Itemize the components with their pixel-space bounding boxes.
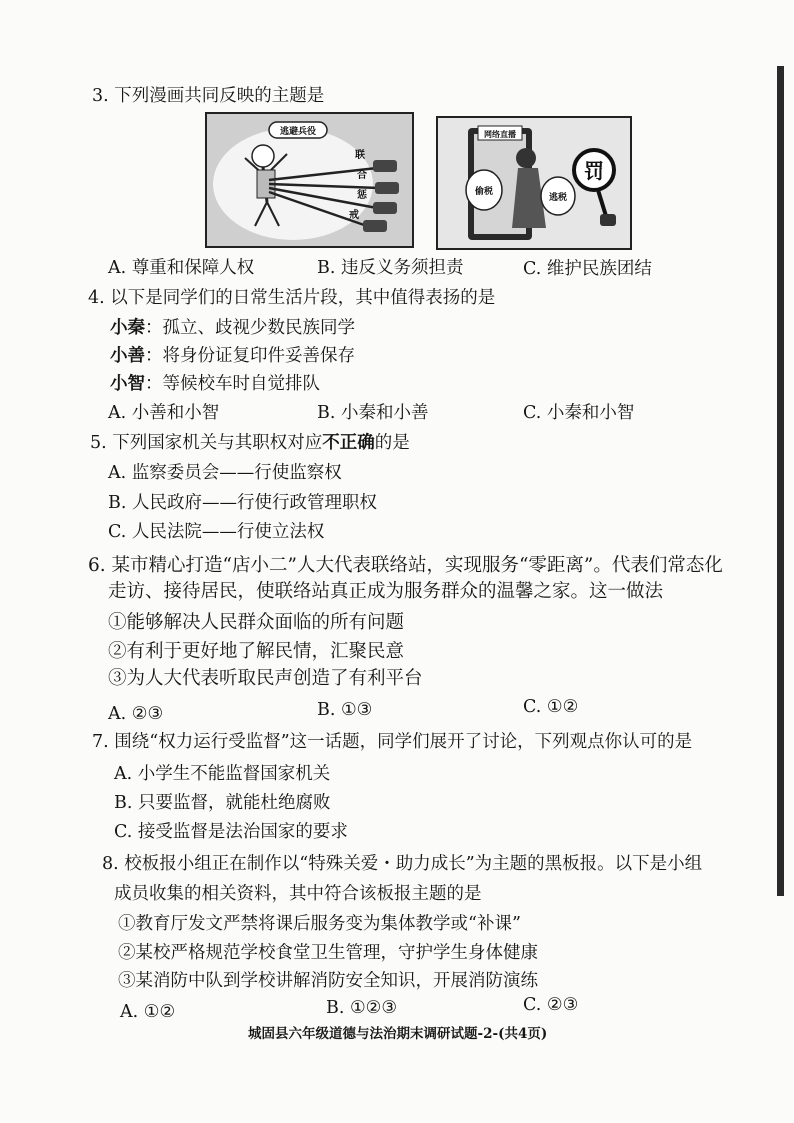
q4-option-c[interactable]: C. 小秦和小智 (523, 403, 635, 423)
q7-option-b[interactable]: B. 只要监督，就能杜绝腐败 (114, 793, 331, 813)
q4-item-3-name: 小智 (110, 374, 145, 394)
cartoon-draft-evasion-drawing (207, 114, 412, 246)
q5-option-c[interactable]: C. 人民法院——行使立法权 (108, 522, 325, 542)
q6-option-c[interactable]: C. ①② (523, 697, 579, 717)
cartoon1-label-4: 戒 (349, 210, 359, 221)
cartoon2-banner-label: 网络直播 (484, 129, 516, 139)
q6-item-1: ①能够解决人民群众面临的所有问题 (108, 612, 405, 633)
cartoon1-label-2: 合 (357, 170, 367, 181)
cartoon2-penalty-label: 罚 (584, 159, 604, 183)
q8-option-b[interactable]: B. ①②③ (326, 998, 398, 1018)
q3-option-a[interactable]: A. 尊重和保障人权 (108, 258, 255, 278)
cartoon-draft-evasion (205, 112, 414, 248)
q5-stem-after: 的是 (374, 433, 410, 453)
scan-edge-shadow (777, 66, 784, 896)
page-footer: 城固县六年级道德与法治期末调研试题-2-(共4页) (248, 1026, 548, 1042)
q8-stem-line-1: 8. 校板报小组正在制作以“特殊关爱・助力成长”为主题的黑板报。以下是小组 (102, 854, 703, 874)
q6-option-b[interactable]: B. ①③ (317, 700, 373, 720)
cartoon1-banner-label: 逃避兵役 (279, 127, 317, 137)
cartoon1-label-1: 联 (355, 150, 365, 161)
q4-item-2-text: ：将身份证复印件妥善保存 (145, 346, 355, 366)
q8-stem-line-2: 成员收集的相关资料，其中符合该板报主题的是 (114, 884, 482, 904)
q8-item-1: ①教育厅发文严禁将课后服务变为集体教学或“补课” (118, 914, 521, 934)
q6-stem-line-2: 走访、接待居民，使联络站真正成为服务群众的温馨之家。这一做法 (108, 581, 664, 602)
q8-option-a[interactable]: A. ①② (120, 1002, 176, 1022)
q5-stem (90, 431, 410, 455)
q7-option-a[interactable]: A. 小学生不能监督国家机关 (114, 764, 331, 784)
q6-item-2: ②有利于更好地了解民情，汇聚民意 (108, 641, 405, 662)
q5-option-a[interactable]: A. 监察委员会——行使监察权 (108, 463, 342, 483)
q6-option-a[interactable]: A. ②③ (108, 704, 164, 724)
q6-stem-line-1: 6. 某市精心打造“店小二”人大代表联络站，实现服务“零距离”。代表们常态化 (88, 555, 723, 576)
cartoon1-label-3: 惩 (357, 190, 367, 201)
q4-item-3 (110, 372, 320, 396)
q3-option-b[interactable]: B. 违反义务须担责 (317, 258, 464, 278)
q7-stem: 7. 围绕“权力运行受监督”这一话题，同学们展开了讨论，下列观点你认可的是 (92, 732, 693, 752)
q4-item-1-text: ：孤立、歧视少数民族同学 (145, 318, 355, 338)
q4-option-b[interactable]: B. 小秦和小善 (317, 403, 429, 423)
cartoon-tax-evasion (436, 116, 632, 250)
q4-item-1-name: 小秦 (110, 318, 145, 338)
q4-item-3-text: ：等候校车时自觉排队 (145, 374, 320, 394)
q4-option-a[interactable]: A. 小善和小智 (108, 403, 220, 423)
q3-option-c[interactable]: C. 维护民族团结 (523, 259, 652, 279)
q7-option-c[interactable]: C. 接受监督是法治国家的要求 (114, 822, 348, 842)
q8-item-2: ②某校严格规范学校食堂卫生管理，守护学生身体健康 (118, 943, 538, 963)
cartoon2-bag-label-1: 偷税 (474, 187, 494, 197)
q8-item-3: ③某消防中队到学校讲解消防安全知识，开展消防演练 (118, 971, 538, 991)
q4-stem: 4. 以下是同学们的日常生活片段，其中值得表扬的是 (88, 288, 496, 308)
cartoon2-bag-label-2: 逃税 (548, 193, 568, 203)
q4-item-2-name: 小善 (110, 346, 145, 366)
q5-stem-emphasis: 不正确 (322, 433, 375, 453)
q8-option-c[interactable]: C. ②③ (523, 995, 579, 1015)
q5-stem-before: 5. 下列国家机关与其职权对应 (90, 433, 323, 453)
q5-option-b[interactable]: B. 人民政府——行使行政管理职权 (108, 493, 377, 513)
q4-item-1 (110, 316, 355, 340)
cartoon-tax-evasion-drawing (438, 118, 630, 248)
q4-item-2 (110, 344, 355, 368)
q3-stem: 3. 下列漫画共同反映的主题是 (92, 86, 325, 106)
q6-item-3: ③为人大代表听取民声创造了有利平台 (108, 668, 423, 689)
